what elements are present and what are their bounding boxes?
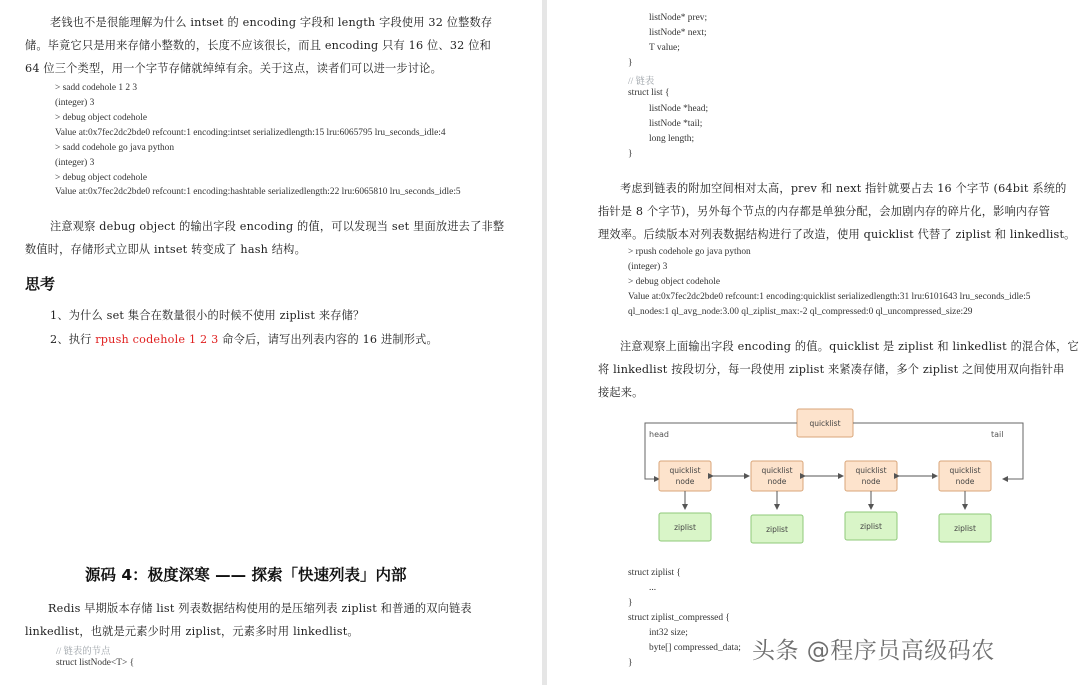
- code-line: (integer) 3: [55, 98, 95, 108]
- paragraph-line: 将 linkedlist 按段切分，每一段使用 ziplist 来紧凑存储，多个 ziplist 之间使用双向指针串: [598, 363, 1065, 376]
- quicklist-diagram: [639, 405, 1029, 555]
- paragraph-line: 接起来。: [598, 386, 644, 399]
- code-line: > rpush codehole go java python: [628, 247, 751, 257]
- code-comment: // 链表: [628, 77, 655, 87]
- svg-text:quicklist: quicklist: [669, 466, 701, 475]
- code-comment: // 链表的节点: [56, 647, 111, 657]
- svg-text:quicklist: quicklist: [761, 466, 793, 475]
- code-line: listNode* prev;: [649, 13, 708, 23]
- code-line: listNode *tail;: [649, 119, 703, 129]
- svg-text:node: node: [861, 477, 881, 486]
- code-line: > debug object codehole: [55, 113, 147, 123]
- code-line: }: [628, 658, 633, 668]
- quicklist-node-3: [845, 461, 897, 491]
- paragraph-line: 考虑到链表的附加空间相对太高，prev 和 next 指针就要占去 16 个字节 (64bit 系统的: [620, 182, 1067, 195]
- section-heading: 思考: [25, 275, 56, 293]
- quicklist-node-1: [659, 461, 711, 491]
- question-2-prefix: 2、执行: [50, 333, 96, 346]
- ziplist-3: [845, 512, 897, 540]
- svg-text:ziplist: ziplist: [766, 525, 788, 534]
- code-line: > sadd codehole 1 2 3: [55, 83, 138, 93]
- watermark: [752, 632, 995, 665]
- ziplist-4: [939, 514, 991, 542]
- code-line: }: [628, 598, 633, 608]
- svg-text:node: node: [955, 477, 975, 486]
- svg-text:node: node: [767, 477, 787, 486]
- paragraph-line: 理效率。后续版本对列表数据结构进行了改造，使用 quicklist 代替了 ziplist 和 linkedlist。: [598, 228, 1076, 241]
- quicklist-node-2: [751, 461, 803, 491]
- code-line: byte[] compressed_data;: [649, 643, 741, 653]
- code-line: ql_nodes:1 ql_avg_node:3.00 ql_ziplist_max:-2 ql_compressed:0 ql_uncompressed_size:29: [628, 307, 973, 317]
- tail-label: tail: [991, 430, 1004, 439]
- svg-text:quicklist: quicklist: [949, 466, 981, 475]
- code-line: > debug object codehole: [55, 173, 147, 183]
- paragraph-line: 老钱也不是很能理解为什么 intset 的 encoding 字段和 length 字段使用 32 位整数存: [50, 16, 493, 29]
- watermark-text: 头条 @程序员高级码农: [752, 638, 995, 664]
- code-line: }: [628, 149, 633, 159]
- quicklist-root-label: quicklist: [809, 419, 841, 428]
- code-line: Value at:0x7fec2dc2bde0 refcount:1 encoding:hashtable serializedlength:22 lru:6065810 lru_seconds_idle:5: [55, 187, 461, 197]
- svg-text:quicklist: quicklist: [855, 466, 887, 475]
- head-label: head: [649, 430, 669, 439]
- svg-text:ziplist: ziplist: [674, 523, 696, 532]
- code-line: struct list {: [628, 88, 670, 98]
- code-line: listNode *head;: [649, 104, 709, 114]
- ziplist-1: [659, 513, 711, 541]
- code-line: (integer) 3: [55, 158, 95, 168]
- ziplist-2: [751, 515, 803, 543]
- right-page: [547, 0, 1080, 685]
- chapter-title: 源码 4：极度深寒 —— 探索「快速列表」内部: [85, 566, 407, 584]
- quicklist-node-4: [939, 461, 991, 491]
- code-line: T value;: [649, 43, 680, 53]
- code-line: long length;: [649, 134, 695, 144]
- code-line: struct ziplist {: [628, 568, 681, 578]
- code-line: ...: [649, 583, 657, 593]
- svg-text:node: node: [675, 477, 695, 486]
- code-line: struct ziplist_compressed {: [628, 613, 730, 623]
- code-line: Value at:0x7fec2dc2bde0 refcount:1 encoding:intset serializedlength:15 lru:6065795 lru_seconds_idle:4: [55, 128, 446, 138]
- question-2-suffix: 命令后，请写出列表内容的 16 进制形式。: [218, 333, 438, 346]
- question-2: [50, 331, 438, 347]
- question-1: 1、为什么 set 集合在数量很小的时候不使用 ziplist 来存储？: [50, 309, 365, 322]
- svg-text:ziplist: ziplist: [860, 522, 882, 531]
- code-line: (integer) 3: [628, 262, 668, 272]
- question-2-command: rpush codehole 1 2 3: [95, 333, 219, 346]
- code-line: listNode* next;: [649, 28, 707, 38]
- code-line: Value at:0x7fec2dc2bde0 refcount:1 encoding:quicklist serializedlength:31 lru:6101643 lru_seconds_idle:5: [628, 292, 1031, 302]
- code-line: }: [628, 58, 633, 68]
- paragraph-line: 64 位三个类型，用一个字节存储就绰绰有余。关于这点，读者们可以进一步讨论。: [25, 62, 442, 75]
- paragraph-line: 指针是 8 个字节)，另外每个节点的内存都是单独分配，会加剧内存的碎片化，影响内存管: [598, 205, 1051, 218]
- paragraph-line: 数值时，存储形式立即从 intset 转变成了 hash 结构。: [25, 243, 306, 256]
- paragraph-line: 注意观察 debug object 的输出字段 encoding 的值，可以发现当 set 里面放进去了非整: [50, 220, 505, 233]
- svg-text:ziplist: ziplist: [954, 524, 976, 533]
- paragraph-line: linkedlist，也就是元素少时用 ziplist，元素多时用 linkedlist。: [25, 625, 359, 638]
- code-line: > sadd codehole go java python: [55, 143, 175, 153]
- code-line: > debug object codehole: [628, 277, 720, 287]
- paragraph-line: 注意观察上面输出字段 encoding 的值。quicklist 是 ziplist 和 linkedlist 的混合体，它: [620, 340, 1079, 353]
- code-line: int32 size;: [649, 628, 688, 638]
- code-line: struct listNode<T> {: [56, 658, 135, 668]
- paragraph-line: Redis 早期版本存储 list 列表数据结构使用的是压缩列表 ziplist 和普通的双向链表: [48, 602, 472, 615]
- paragraph-line: 储。毕竟它只是用来存储小整数的，长度不应该很长，而且 encoding 只有 16 位、32 位和: [25, 39, 491, 52]
